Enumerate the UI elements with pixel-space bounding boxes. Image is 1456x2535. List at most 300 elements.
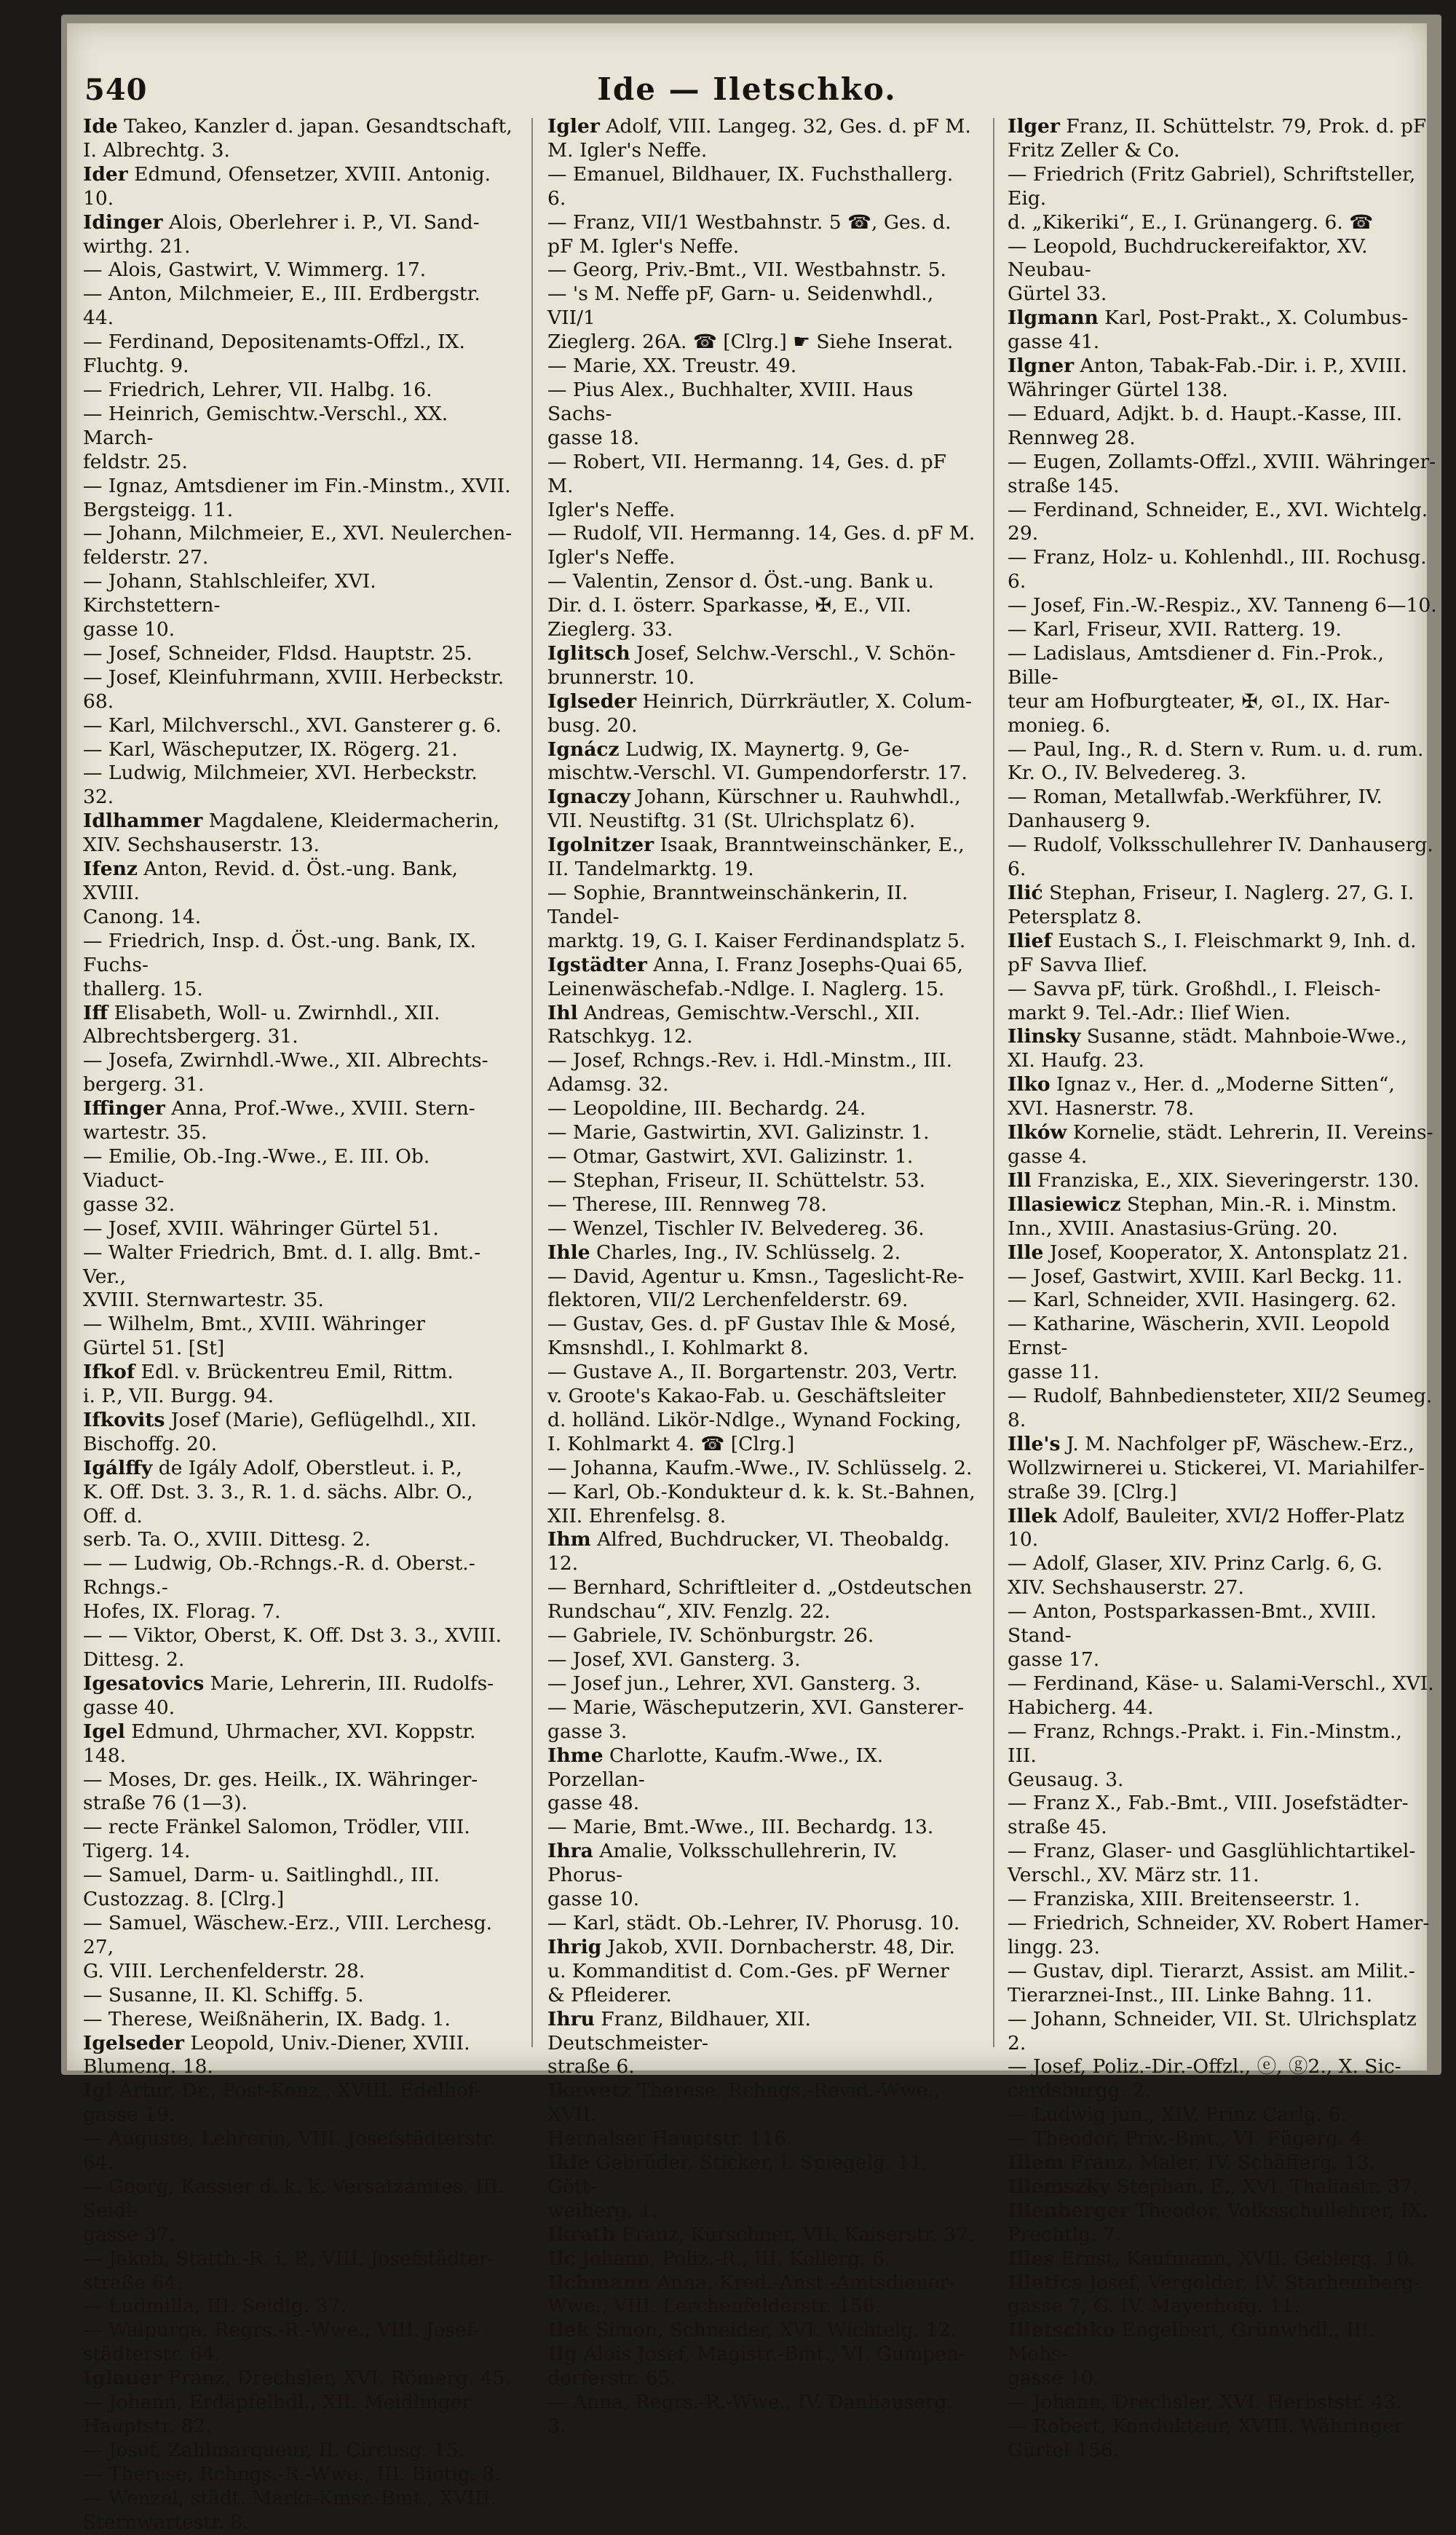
entry-text: — Johann, Schneider, VII. St. Ulrichsplatz 2. <box>1008 2007 1423 2055</box>
directory-entry <box>1008 1265 1437 1289</box>
directory-entry <box>1008 307 1437 355</box>
entry-text: Franz, Drechsler, XVI. Römerg. 45. <box>162 2367 511 2390</box>
entry-surname: Ikrath <box>547 2223 616 2246</box>
entry-surname: Illek <box>1008 1504 1057 1527</box>
entry-surname: Ide <box>83 115 118 138</box>
entry-text: — Heinrich, Gemischtw.-Verschl., XX. March- feldstr. 25. <box>83 402 448 473</box>
directory-entry <box>83 2487 513 2535</box>
directory-entry <box>1008 1552 1437 1600</box>
directory-entry <box>547 1816 977 1840</box>
directory-entry <box>1008 1241 1437 1265</box>
entry-text: Elisabeth, Woll- u. Zwirnhdl., XII. Albrechtsbergerg. 31. <box>83 1001 440 1048</box>
entry-text: Adolf, Bauleiter, XVI/2 Hoffer-Platz 10. <box>1008 1504 1411 1551</box>
entry-text: Andreas, Gemischtw.-Verschl., XII. Ratschkyg. 12. <box>547 1001 921 1048</box>
entry-surname: Ilchmann <box>547 2271 651 2294</box>
directory-entry <box>547 1193 977 1217</box>
entry-text: Johann, Poliz.-R., III. Kollerg. 6. <box>575 2247 891 2270</box>
entry-surname: Ider <box>83 162 128 186</box>
entry-surname: Ifkovits <box>83 1408 165 1431</box>
directory-entry <box>1008 2055 1437 2103</box>
column-1 <box>83 115 513 2534</box>
entry-surname: Ilinsky <box>1008 1025 1081 1048</box>
entry-text: Simon, Schneider, XVI. Wichtelg. 12. <box>589 2319 957 2342</box>
directory-entry <box>1008 2247 1437 2271</box>
entry-text: — Theodor, Priv.-Bmt., VI. Fügerg. 4. <box>1008 2127 1369 2151</box>
directory-entry <box>547 282 977 355</box>
entry-text: Heinrich, Dürrkräutler, X. Colum- busg. 20. <box>547 689 973 737</box>
directory-entry <box>1008 1073 1437 1121</box>
directory-entry <box>83 2127 513 2175</box>
entry-text: Therese, Rchngs.-Revid.-Wwe., XVII. Hernalser Hauptstr. 116. <box>547 2079 941 2151</box>
entry-surname: Ihm <box>547 1528 591 1551</box>
entry-text: — Johanna, Kaufm.-Wwe., IV. Schlüsselg. 2. <box>547 1456 973 1479</box>
directory-entry <box>1008 2008 1437 2056</box>
entry-text: — Friedrich, Lehrer, VII. Halbg. 16. <box>83 378 432 401</box>
directory-entry <box>547 115 977 163</box>
directory-entry <box>547 1457 977 1481</box>
directory-entry <box>547 1840 977 1912</box>
entry-text: — Georg, Priv.-Bmt., VII. Westbahnstr. 5. <box>547 258 946 282</box>
directory-entry <box>1008 235 1437 307</box>
entry-text: — Josef, Rchngs.-Rev. i. Hdl.-Minstm., III. Adamsg. 32. <box>547 1049 953 1096</box>
entry-surname: Ilek <box>547 2319 590 2342</box>
entry-surname: Ilger <box>1008 115 1060 138</box>
directory-entry <box>1008 738 1437 786</box>
directory-entry <box>83 1409 513 1457</box>
entry-text: — Therese, Weißnäherin, IX. Badg. 1. <box>83 2007 451 2030</box>
directory-entry <box>547 882 977 954</box>
entry-text: — Franz, VII/1 Westbahnstr. 5 ☎, Ges. d. pF M. Igler's Neffe. <box>547 210 951 258</box>
directory-entry <box>83 379 513 403</box>
directory-entry <box>547 1624 977 1648</box>
directory-entry <box>83 1002 513 1050</box>
entry-text: — Anna, Regrs.-R.-Wwe., IV. Danhauserg. 3. <box>547 2391 960 2437</box>
column-3 <box>1008 115 1440 2461</box>
entry-text: Theodor, Volksschullehrer, IX. Prechtlg. 7. <box>1008 2199 1428 2246</box>
directory-entry <box>547 1169 977 1193</box>
entry-text: Engelbert, Grünwhdl., III. Mohs- gasse 10. <box>1008 2319 1376 2390</box>
directory-entry <box>83 1145 513 1217</box>
directory-entry <box>1008 1888 1437 1912</box>
directory-entry <box>83 2391 513 2439</box>
entry-surname: Igel <box>83 1720 125 1743</box>
entry-text: Leopold, Univ.-Diener, XVIII. Blumeng. 18. <box>83 2031 470 2079</box>
directory-entry <box>547 355 977 379</box>
entry-text: — Johann, Stahlschleifer, XVI. Kirchstettern- gasse 10. <box>83 570 376 641</box>
entry-text: Franz, Kürschner, VII. Kaiserstr. 37. <box>615 2223 975 2246</box>
entry-text: — Stephan, Friseur, II. Schüttelstr. 53. <box>547 1168 926 1192</box>
directory-entry <box>547 2343 977 2391</box>
entry-text: Takeo, Kanzler d. japan. Gesandtschaft, I. Albrechtg. 3. <box>83 115 513 162</box>
directory-entry <box>547 1097 977 1121</box>
entry-surname: Ilgmann <box>1008 307 1099 330</box>
directory-entry <box>1008 642 1437 738</box>
entry-surname: Illasiewicz <box>1008 1193 1121 1216</box>
directory-entry <box>83 2463 513 2487</box>
entry-text: — Johann, Milchmeier, E., XVI. Neulerchen- felderstr. 27. <box>83 522 513 569</box>
directory-entry <box>1008 2151 1437 2175</box>
directory-entry <box>1008 1121 1437 1169</box>
entry-surname: Igolnitzer <box>547 834 654 857</box>
entry-text: Josef (Marie), Geflügelhdl., XII. Bischoffg. 20. <box>83 1408 477 1455</box>
entry-text: — Josef, XVIII. Währinger Gürtel 51. <box>83 1217 439 1240</box>
entry-text: Anton, Tabak-Fab.-Dir. i. P., XVIII. Währinger Gürtel 138. <box>1008 355 1407 401</box>
entry-surname: Ilko <box>1008 1073 1051 1096</box>
directory-entry <box>547 1648 977 1672</box>
entry-text: Josef, Vergolder, IV. Starhemberg- gasse 7, G. IV. Mayerhofg. 11. <box>1008 2271 1420 2318</box>
entry-text: — Robert, Kondukteur, XVIII. Währinger Gürtel 156. <box>1008 2415 1404 2461</box>
directory-entry <box>83 762 513 810</box>
entry-surname: Igelseder <box>83 2031 184 2055</box>
entry-text: Isaak, Branntweinschänker, E., II. Tandelmarktg. 19. <box>547 834 965 881</box>
directory-entry <box>547 1744 977 1816</box>
entry-text: de Igály Adolf, Oberstleut. i. P., K. Off. Dst. 3. 3., R. 1. d. sächs. Albr. O., Off. d. serb. Ta. O., XVIII. Dittesg. 2. <box>83 1456 473 1551</box>
entry-text: — Walpurga, Regrs.-R.-Wwe., VIII. Josef- städterstr. 64. <box>83 2319 480 2366</box>
entry-text: — Rudolf, VII. Hermanng. 14, Ges. d. pF M. Igler's Neffe. <box>547 522 976 569</box>
directory-entry <box>1008 115 1437 163</box>
entry-text: — Marie, Gastwirtin, XVI. Galizinstr. 1. <box>547 1121 930 1144</box>
directory-entry <box>1008 2271 1437 2320</box>
entry-surname: Ifkof <box>83 1361 135 1384</box>
directory-entry <box>83 714 513 738</box>
directory-entry <box>547 1241 977 1265</box>
entry-text: — Emanuel, Bildhauer, IX. Fuchsthallerg. 6. <box>547 162 960 210</box>
entry-text: — Rudolf, Volksschullehrer IV. Danhauserg. 6. <box>1008 834 1440 881</box>
directory-entry <box>83 258 513 282</box>
entry-text: Charlotte, Kaufm.-Wwe., IX. Porzellan- gasse 48. <box>547 1744 884 1815</box>
directory-entry <box>83 2367 513 2391</box>
entry-surname: Ihru <box>547 2007 595 2030</box>
directory-entry <box>83 2439 513 2463</box>
entry-surname: Idinger <box>83 210 163 234</box>
directory-entry <box>547 163 977 211</box>
entry-text: Charles, Ing., IV. Schlüsselg. 2. <box>590 1241 901 1264</box>
entry-text: Franz, Bildhauer, XII. Deutschmeister- straße 6. <box>547 2007 811 2079</box>
directory-entry <box>547 211 977 259</box>
directory-entry <box>1008 1169 1437 1193</box>
entry-text: Franziska, E., XIX. Sieveringerstr. 130. <box>1031 1168 1420 1192</box>
directory-entry <box>83 1049 513 1097</box>
directory-entry <box>547 2151 977 2223</box>
entry-text: — Bernhard, Schriftleiter d. „Ostdeutschen Rundschau“, XIV. Fenzlg. 22. <box>547 1576 973 1624</box>
entry-text: Johann, Kürschner u. Rauhwhdl., VII. Neustiftg. 31 (St. Ulrichsplatz 6). <box>547 786 961 833</box>
entry-surname: Ihrig <box>547 1935 602 1958</box>
directory-entry <box>83 1864 513 1912</box>
entry-text: — Leopoldine, III. Bechardg. 24. <box>547 1097 866 1120</box>
entry-text: — Josef, Zahlmarqueur, II. Circusg. 15. <box>83 2438 464 2461</box>
entry-surname: Illes <box>1008 2247 1055 2270</box>
entry-text: — Alois, Gastwirt, V. Wimmerg. 17. <box>83 258 427 282</box>
entry-text: — Karl, städt. Ob.-Lehrer, IV. Phorusg. 10. <box>547 1911 960 1934</box>
entry-text: — Gustave A., II. Borgartenstr. 203, Vertr. v. Groote's Kakao-Fab. u. Geschäftsleiter d. holländ. Likör-Ndlge., Wynand Focking, I. Kohlmarkt 4. ☎ [Clrg.] <box>547 1361 962 1455</box>
directory-entry <box>83 163 513 211</box>
entry-text: — Josef, XVI. Gansterg. 3. <box>547 1648 801 1671</box>
entry-text: — Otmar, Gastwirt, XVI. Galizinstr. 1. <box>547 1144 914 1168</box>
entry-text: Eustach S., I. Fleischmarkt 9, Inh. d. pF Savva Ilief. <box>1008 929 1417 976</box>
directory-entry <box>1008 1025 1437 1073</box>
directory-entry <box>83 2008 513 2032</box>
entry-text: — Ferdinand, Depositenamts-Offzl., IX. Fluchtg. 9. <box>83 331 465 378</box>
directory-entry <box>1008 546 1437 594</box>
entry-text: — Auguste, Lehrerin, VIII. Josefstädterstr. 64. <box>83 2127 502 2175</box>
directory-entry <box>547 1002 977 1050</box>
entry-text: — Robert, VII. Hermanng. 14, Ges. d. pF M. Igler's Neffe. <box>547 450 946 521</box>
directory-entry <box>83 331 513 379</box>
directory-entry <box>547 1936 977 2008</box>
directory-entry <box>1008 1505 1437 1553</box>
entry-text: — Emilie, Ob.-Ing.-Wwe., E. III. Ob. Viaduct- gasse 32. <box>83 1144 430 1216</box>
directory-entry <box>1008 2127 1437 2151</box>
entry-text: — Gustav, Ges. d. pF Gustav Ihle & Mosé, Kmsnshdl., I. Kohlmarkt 8. <box>547 1313 957 1360</box>
entry-text: Amalie, Volksschullehrerin, IV. Phorus- gasse 10. <box>547 1840 898 1911</box>
entry-text: — Ludwig, Milchmeier, XVI. Herbeckstr. 32. <box>83 762 484 809</box>
directory-entry <box>83 1624 513 1672</box>
entry-text: — Josef jun., Lehrer, XVI. Gansterg. 3. <box>547 1672 921 1695</box>
entry-surname: Ifenz <box>83 858 138 881</box>
directory-entry <box>547 834 977 882</box>
directory-entry <box>1008 1960 1437 2008</box>
entry-text: — Friedrich (Fritz Gabriel), Schriftsteller, Eig. d. „Kikeriki“, E., I. Grünangerg. 6. ☎ <box>1008 162 1416 234</box>
directory-entry <box>1008 451 1437 499</box>
directory-entry <box>83 2247 513 2295</box>
directory-entry <box>83 522 513 570</box>
directory-entry <box>83 1361 513 1409</box>
entry-surname: Ikawetz <box>547 2079 631 2103</box>
entry-text: Franz, II. Schüttelstr. 79, Prok. d. pF Fritz Zeller & Co. <box>1008 115 1427 162</box>
directory-entry <box>83 282 513 331</box>
directory-entry <box>83 2175 513 2247</box>
entry-text: — Ludmilla, III. Seidlg. 37. <box>83 2295 347 2318</box>
directory-entry <box>547 1912 977 1936</box>
entry-text: — Josef, Fin.-W.-Respiz., XV. Tanneng 6—10. <box>1008 594 1437 617</box>
entry-text: Stephan, Min.-R. i. Minstm. Inn., XVIII. Anastasius-Grüng. 20. <box>1008 1193 1397 1240</box>
directory-entry <box>83 642 513 666</box>
entry-text: — Wenzel, Tischler IV. Belvedereg. 36. <box>547 1217 925 1240</box>
directory-entry <box>547 2391 977 2439</box>
entry-text: — David, Agentur u. Kmsn., Tageslicht-Re- flektoren, VII/2 Lerchenfelderstr. 69. <box>547 1265 965 1312</box>
entry-text: Stephan, Friseur, I. Naglerg. 27, G. I. Petersplatz 8. <box>1008 882 1415 928</box>
directory-entry <box>547 2247 977 2271</box>
directory-entry <box>547 1217 977 1241</box>
entry-text: — Josef, Gastwirt, XVIII. Karl Beckg. 11. <box>1008 1265 1403 1288</box>
directory-entry <box>547 2319 977 2343</box>
entry-text: Kornelie, städt. Lehrerin, II. Vereins- gasse 4. <box>1008 1121 1433 1168</box>
entry-text: Jakob, XVII. Dornbacherstr. 48, Dir. u. Kommanditist d. Com.-Ges. pF Werner & Pfleiderer. <box>547 1935 955 2006</box>
entry-surname: Iglauer <box>83 2367 162 2390</box>
directory-entry <box>547 1265 977 1313</box>
directory-entry <box>83 475 513 523</box>
entry-text: — Samuel, Wäschew.-Erz., VIII. Lerchesg. 27, G. VIII. Lerchenfelderstr. 28. <box>83 1911 493 1982</box>
column-2 <box>547 115 977 2437</box>
entry-surname: Ihl <box>547 1001 578 1024</box>
directory-entry <box>1008 2319 1437 2391</box>
directory-entry <box>1008 1840 1437 1888</box>
directory-entry <box>1008 355 1437 403</box>
directory-entry <box>83 666 513 714</box>
entry-text: Marie, Lehrerin, III. Rudolfs- gasse 40. <box>83 1672 494 1719</box>
directory-entry <box>83 1672 513 1720</box>
entry-text: — Karl, Milchverschl., XVI. Gansterer g. 6. <box>83 713 502 737</box>
entry-text: — Paul, Ing., R. d. Stern v. Rum. u. d. rum. Kr. O., IV. Belvedereg. 3. <box>1008 737 1424 785</box>
entry-text: — Marie, Wäscheputzerin, XVI. Gansterer- gasse 3. <box>547 1696 965 1743</box>
entry-text: — Valentin, Zensor d. Öst.-ung. Bank u. Dir. d. I. österr. Sparkasse, ✠, E., VII. Zieglerg. 33. <box>547 570 934 641</box>
directory-entry <box>1008 930 1437 978</box>
entry-surname: Illetics <box>1008 2271 1083 2294</box>
entry-text: — Walter Friedrich, Bmt. d. I. allg. Bmt.-Ver., XVIII. Sternwartestr. 35. <box>83 1241 481 1312</box>
directory-entry <box>1008 882 1437 930</box>
entry-text: Anna, Kred.-Anst.-Amtsdiener- Wwe., VIII. Lerchenfelderstr. 156. <box>547 2271 956 2318</box>
directory-entry <box>83 2032 513 2080</box>
directory-entry <box>547 1576 977 1624</box>
entry-text: — Roman, Metallwfab.-Werkführer, IV. Danhauserg 9. <box>1008 786 1382 833</box>
directory-entry <box>83 1217 513 1241</box>
entry-text: — Karl, Ob.-Kondukteur d. k. k. St.-Bahnen, XII. Ehrenfelsg. 8. <box>547 1480 976 1527</box>
directory-entry <box>83 1313 513 1361</box>
directory-entry <box>83 2079 513 2127</box>
entry-text: Anna, Prof.-Wwe., XVIII. Stern- wartestr. 35. <box>83 1097 475 1144</box>
directory-entry <box>83 570 513 642</box>
entry-text: — Friedrich, Schneider, XV. Robert Hamer- lingg. 23. <box>1008 1911 1430 1958</box>
entry-text: Edmund, Ofensetzer, XVIII. Antonig. 10. <box>83 162 497 210</box>
entry-text: Stephan, E., XVI. Thaliastr. 37. <box>1110 2175 1419 2198</box>
directory-entry <box>83 1097 513 1145</box>
entry-surname: Illenberger <box>1008 2199 1130 2222</box>
directory-entry <box>547 642 977 690</box>
entry-text: — Savva pF, türk. Großhdl., I. Fleisch- markt 9. Tel.-Adr.: Ilief Wien. <box>1008 977 1381 1024</box>
entry-text: — Johann, Erdäpfelhdl., XII. Meidlinger Hauptstr. 82. <box>83 2391 472 2437</box>
entry-text: — Josef, Kleinfuhrmann, XVIII. Herbeckstr. 68. <box>83 665 510 713</box>
entry-text: — Ladislaus, Amtsdiener d. Fin.-Prok., Bille- teur am Hofburgteater, ✠, ⊙I., IX. Har- monieg. 6. <box>1008 641 1390 737</box>
column-rule <box>993 118 994 2047</box>
entry-text: — Katharine, Wäscherin, XVII. Leopold Ernst- gasse 11. <box>1008 1313 1390 1384</box>
entry-text: — Therese, Rchngs.-R.-Wwe., III. Biotig. 8. <box>83 2462 501 2485</box>
directory-entry <box>83 403 513 475</box>
entry-surname: Igesatovics <box>83 1672 205 1695</box>
entry-surname: Ihra <box>547 1840 593 1863</box>
entry-text: Magdalene, Kleidermacherin, XIV. Sechshauserstr. 13. <box>83 810 500 857</box>
directory-entry <box>1008 834 1440 882</box>
directory-entry <box>83 1457 513 1553</box>
entry-text: — Adolf, Glaser, XIV. Prinz Carlg. 6, G. XIV. Sechshauserstr. 27. <box>1008 1552 1382 1599</box>
directory-entry <box>1008 786 1437 834</box>
directory-entry <box>1008 1720 1437 1792</box>
entry-text: — 's M. Neffe pF, Garn- u. Seidenwhdl., VII/1 Zieglerg. 26A. ☎ [Clrg.] ☛ Siehe Inserat. <box>547 282 954 354</box>
entry-surname: Illem <box>1008 2151 1064 2175</box>
directory-entry <box>547 690 977 738</box>
entry-text: J. M. Nachfolger pF, Wäschew.-Erz., Wollzwirnerei u. Stickerei, VI. Mariahilfer- straße 39. [Clrg.] <box>1008 1432 1425 1503</box>
directory-entry <box>83 930 513 1002</box>
directory-entry <box>547 522 977 570</box>
running-head: Ide — Iletschko. <box>597 71 897 107</box>
directory-entry <box>547 451 977 523</box>
entry-surname: Illemszky <box>1008 2175 1111 2198</box>
directory-entry <box>1008 1792 1437 1840</box>
directory-entry <box>83 1552 513 1624</box>
directory-entry <box>547 738 977 786</box>
directory-entry <box>547 1528 977 1576</box>
entry-text: Adolf, VIII. Langeg. 32, Ges. d. pF M. M. Igler's Neffe. <box>547 115 971 162</box>
entry-surname: Ihme <box>547 1744 604 1767</box>
entry-surname: Ihle <box>547 1241 590 1264</box>
column-rule <box>531 118 533 2047</box>
directory-entry <box>547 1313 977 1361</box>
entry-surname: Ille's <box>1008 1432 1061 1455</box>
entry-text: — Franz, Glaser- und Gasglühlichtartikel- Verschl., XV. März str. 11. <box>1008 1840 1416 1887</box>
directory-entry <box>83 2319 513 2367</box>
entry-text: — Franziska, XIII. Breitenseerstr. 1. <box>1008 1888 1361 1911</box>
entry-text: — Jakob, Statth.-R. i. P., VIII. Josefstädter- straße 64. <box>83 2247 495 2294</box>
entry-text: — Ludwig jun., XIV. Prinz Carlg. 6. <box>1008 2103 1348 2127</box>
entry-text: — Samuel, Darm- u. Saitlinghdl., III. Custozzag. 8. [Clrg.] <box>83 1864 440 1911</box>
entry-text: Edl. v. Brückentreu Emil, Rittm. i. P., VII. Burgg. 94. <box>83 1361 454 1408</box>
entry-text: Alfred, Buchdrucker, VI. Theobaldg. 12. <box>547 1528 956 1575</box>
entry-text: Franz, Maler, IV. Schäfferg. 13. <box>1064 2151 1376 2175</box>
entry-surname: Iglitsch <box>547 641 630 665</box>
entry-text: — Wilhelm, Bmt., XVIII. Währinger Gürtel 51. [St] <box>83 1313 425 1360</box>
entry-text: — Marie, Bmt.-Wwe., III. Bechardg. 13. <box>547 1816 934 1839</box>
entry-surname: Ill <box>1008 1168 1032 1192</box>
entry-surname: Ilgner <box>1008 355 1075 378</box>
entry-text: — Josef, Schneider, Fldsd. Hauptstr. 25. <box>83 641 472 665</box>
directory-entry <box>1008 1193 1437 1241</box>
directory-entry <box>547 1049 977 1097</box>
entry-text: — Eduard, Adjkt. b. d. Haupt.-Kasse, III. Rennweg 28. <box>1008 402 1403 449</box>
page-number: 540 <box>84 73 148 107</box>
directory-entry <box>1008 1385 1437 1433</box>
entry-text: — Anton, Milchmeier, E., III. Erdbergstr. 44. <box>83 282 487 330</box>
entry-text: — Leopold, Buchdruckereifaktor, XV. Neubau- Gürtel 33. <box>1008 234 1368 306</box>
directory-entry <box>547 2079 977 2151</box>
directory-entry <box>547 2008 977 2080</box>
directory-entry <box>1008 978 1437 1026</box>
directory-entry <box>1008 403 1437 451</box>
directory-entry <box>1008 2103 1437 2127</box>
entry-surname: Ignaczy <box>547 786 630 809</box>
directory-entry <box>1008 1313 1437 1385</box>
entry-surname: Ilief <box>1008 929 1052 952</box>
directory-entry <box>547 954 977 1002</box>
entry-surname: Illetschko <box>1008 2319 1115 2342</box>
directory-entry <box>83 1241 513 1313</box>
entry-text: Ignaz v., Her. d. „Moderne Sitten“, XVI. Hasnerstr. 78. <box>1008 1073 1395 1120</box>
entry-text: — Rudolf, Bahnbediensteter, XII/2 Seumeg. 8. <box>1008 1385 1439 1431</box>
entry-text: — Karl, Wäscheputzer, IX. Rögerg. 21. <box>83 737 458 761</box>
entry-text: — Josefa, Zwirnhdl.-Wwe., XII. Albrechts- bergerg. 31. <box>83 1049 488 1096</box>
entry-text: Gebrüder, Sticker, I. Spiegelg. 11, Gött- weiherg. 1. <box>547 2151 929 2222</box>
entry-text: Karl, Post-Prakt., X. Columbus- gasse 41. <box>1008 307 1409 354</box>
directory-entry <box>1008 594 1437 618</box>
entry-text: — Ignaz, Amtsdiener im Fin.-Minstm., XVII. Bergsteigg. 11. <box>83 474 511 521</box>
entry-text: — Wenzel, städt. Markt-Kmsr.-Bmt., XVIII. Sternwartestr. 8. <box>83 2486 496 2534</box>
entry-text: Alois Josef, Magistr.-Bmt., VI. Gumpen- dorferstr. 65. <box>547 2343 965 2390</box>
directory-entry <box>547 570 977 642</box>
entry-surname: Iglseder <box>547 689 637 713</box>
entry-text: — Therese, III. Rennweg 78. <box>547 1193 827 1216</box>
entry-text: — Pius Alex., Buchhalter, XVIII. Haus Sachs- gasse 18. <box>547 378 914 449</box>
entry-text: — Friedrich, Insp. d. Öst.-ung. Bank, IX. Fuchs- thallerg. 15. <box>83 929 477 1000</box>
entry-text: — — Viktor, Oberst, K. Off. Dst 3. 3., XVIII. Dittesg. 2. <box>83 1624 502 1671</box>
entry-text: Susanne, städt. Mahnboie-Wwe., XI. Haufg. 23. <box>1008 1025 1407 1072</box>
entry-text: — Josef, Poliz.-Dir.-Offzl., ⓔ, ⓖ2., X. Sic- cardsburgg. 2. <box>1008 2055 1401 2103</box>
directory-entry <box>547 1696 977 1744</box>
directory-entry <box>547 786 977 834</box>
entry-surname: Ignácz <box>547 737 620 761</box>
directory-entry <box>83 2295 513 2319</box>
directory-entry <box>547 379 977 451</box>
directory-entry <box>1008 1912 1437 1960</box>
entry-text: — Franz, Rchngs.-Prakt. i. Fin.-Minstm., III. Geusaug. 3. <box>1008 1720 1402 1791</box>
directory-entry <box>547 1121 977 1145</box>
